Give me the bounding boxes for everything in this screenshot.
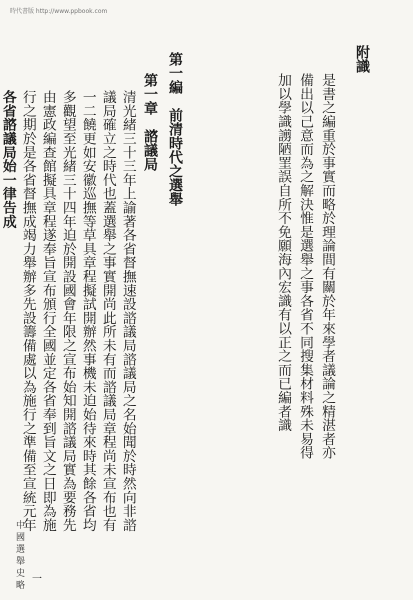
- body-line: 多觀望至光緒三十四年迫於開設國會年限之宣布始知開諮議局實為要務先: [59, 90, 76, 532]
- page-number: 一: [32, 574, 42, 585]
- body-line: 清光緒三十三年上諭著各省督撫速設諮議局諮議局之名始聞於時然向非諮: [119, 90, 136, 532]
- body-line-last: 各省諮議局始一律告成: [0, 90, 16, 228]
- note-line: 備出以己意而為之解決惟是選舉之事各省不同搜集材料殊未易得: [297, 73, 313, 460]
- margin-book-title: 中國選舉史略: [14, 520, 24, 592]
- body-line: 行之期於是各省督撫成竭力舉辦多先設籌備處以為施行之準備至宣統元年: [19, 90, 36, 532]
- body-line: 議局確立之時代也蓋選舉之事實開尚此所未有而諮議局章程尚未宣布也有: [99, 90, 116, 532]
- note-line: 是書之編重於事實而略於理論間有關於年來學者議論之精湛者亦: [319, 73, 335, 460]
- part-title: 第一編 前清時代之選舉: [167, 52, 183, 206]
- note-line: 加以學識謭陋罣誤自所不免願海內宏識有以正之而已編者識: [275, 73, 291, 432]
- chapter-title: 第一章 諮議局: [142, 73, 158, 171]
- body-line: 由憲政編查館擬具章程遂奉旨宣布頒行全國並定各省奉到旨文之日即為施: [39, 90, 56, 532]
- note-heading: 附識: [354, 45, 370, 73]
- body-line: 一二饒更如安徽巡撫等草具章程擬試開辦然事機未迫始待來時其餘各省均: [79, 90, 96, 532]
- watermark-text: 時代書版 http://www.ppbook.com: [10, 8, 108, 15]
